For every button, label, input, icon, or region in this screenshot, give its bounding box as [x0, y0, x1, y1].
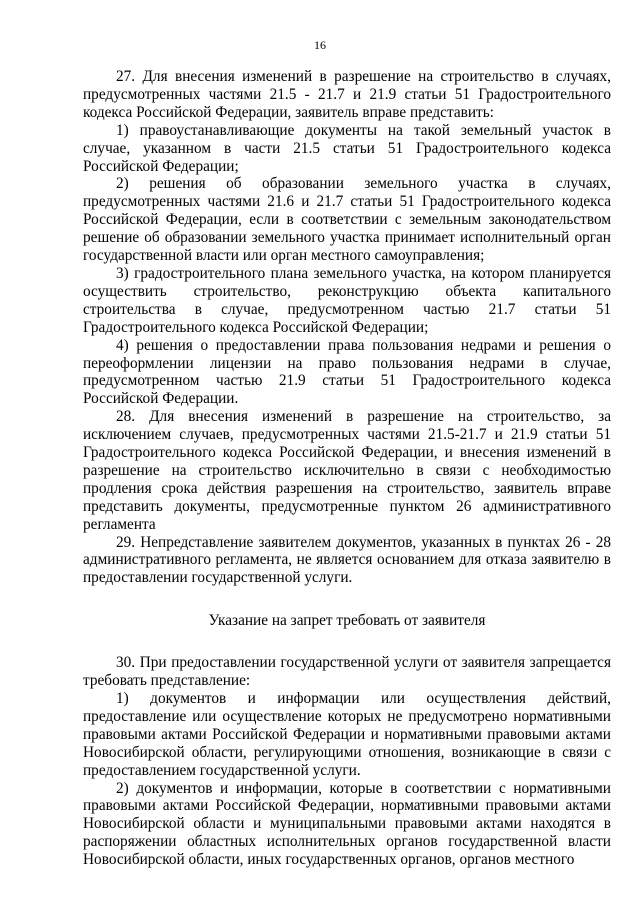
paragraph-27: 27. Для внесения изменений в разрешение на строительство в случаях, предусмотренных частями 21.5 - 21.7 и 21.9 статьи 51 Градостроительного кодекса Российской Федерации, заявитель вправе представить:	[83, 68, 611, 121]
page-content	[83, 68, 611, 869]
paragraph-28: 28. Для внесения изменений в разрешение на строительство, за исключением случаев, предусмотренных частями 21.5-21.7 и 21.9 статьи 51 Градостроительного кодекса Российской Федерации, и внесения изменений в разрешение на строительство исключительно в связи с необходимостью продления срока действия разрешения на строительство, заявитель вправе представить документы, предусмотренные пунктом 26 административного регламента	[83, 408, 611, 533]
paragraph-27-item-3: 3) градостроительного плана земельного участка, на котором планируется осуществить строительство, реконструкцию объекта капитального строительства в случае, предусмотренном частью 21.7 статьи 51 Градостроительного кодекса Российской Федерации;	[83, 264, 611, 336]
paragraph-30: 30. При предоставлении государственной услуги от заявителя запрещается требовать представление:	[83, 654, 611, 690]
paragraph-30-item-1: 1) документов и информации или осуществления действий, предоставление или осуществление которых не предусмотрено нормативными правовыми актами Российской Федерации и нормативными правовыми актами Новосибирской области, регулирующими отношения, возникающие в связи с предоставлением государственной услуги.	[83, 690, 611, 779]
page-number: 16	[314, 38, 326, 52]
paragraph-27-item-4: 4) решения о предоставлении права пользования недрами и решения о переоформлении лицензии на право пользования недрами в случае, предусмотренном частью 21.9 статьи 51 Градостроительного кодекса Российской Федерации.	[83, 336, 611, 408]
paragraph-27-item-2: 2) решения об образовании земельного участка в случаях, предусмотренных частями 21.6 и 21.7 статьи 51 Градостроительного кодекса Российской Федерации, если в соответствии с земельным законодательством решение об образовании земельного участка принимает исполнительный орган государственной власти или орган местного самоуправления;	[83, 175, 611, 265]
paragraph-29: 29. Непредставление заявителем документов, указанных в пунктах 26 - 28 административного регламента, не является основанием для отказа заявителю в предоставлении государственной услуги.	[83, 533, 611, 587]
paragraph-30-item-2: 2) документов и информации, которые в соответствии с нормативными правовыми актами Российской Федерации, нормативными правовыми актами Новосибирской области и муниципальными правовыми актами находятся в распоряжении областных исполнительных органов государственной власти Новосибирской области, иных государственных органов, органов местного	[83, 779, 611, 869]
paragraph-27-item-1: 1) правоустанавливающие документы на такой земельный участок в случае, указанном в части 21.5 статьи 51 Градостроительного кодекса Российской Федерации;	[83, 121, 611, 175]
section-heading: Указание на запрет требовать от заявителя	[208, 612, 486, 630]
